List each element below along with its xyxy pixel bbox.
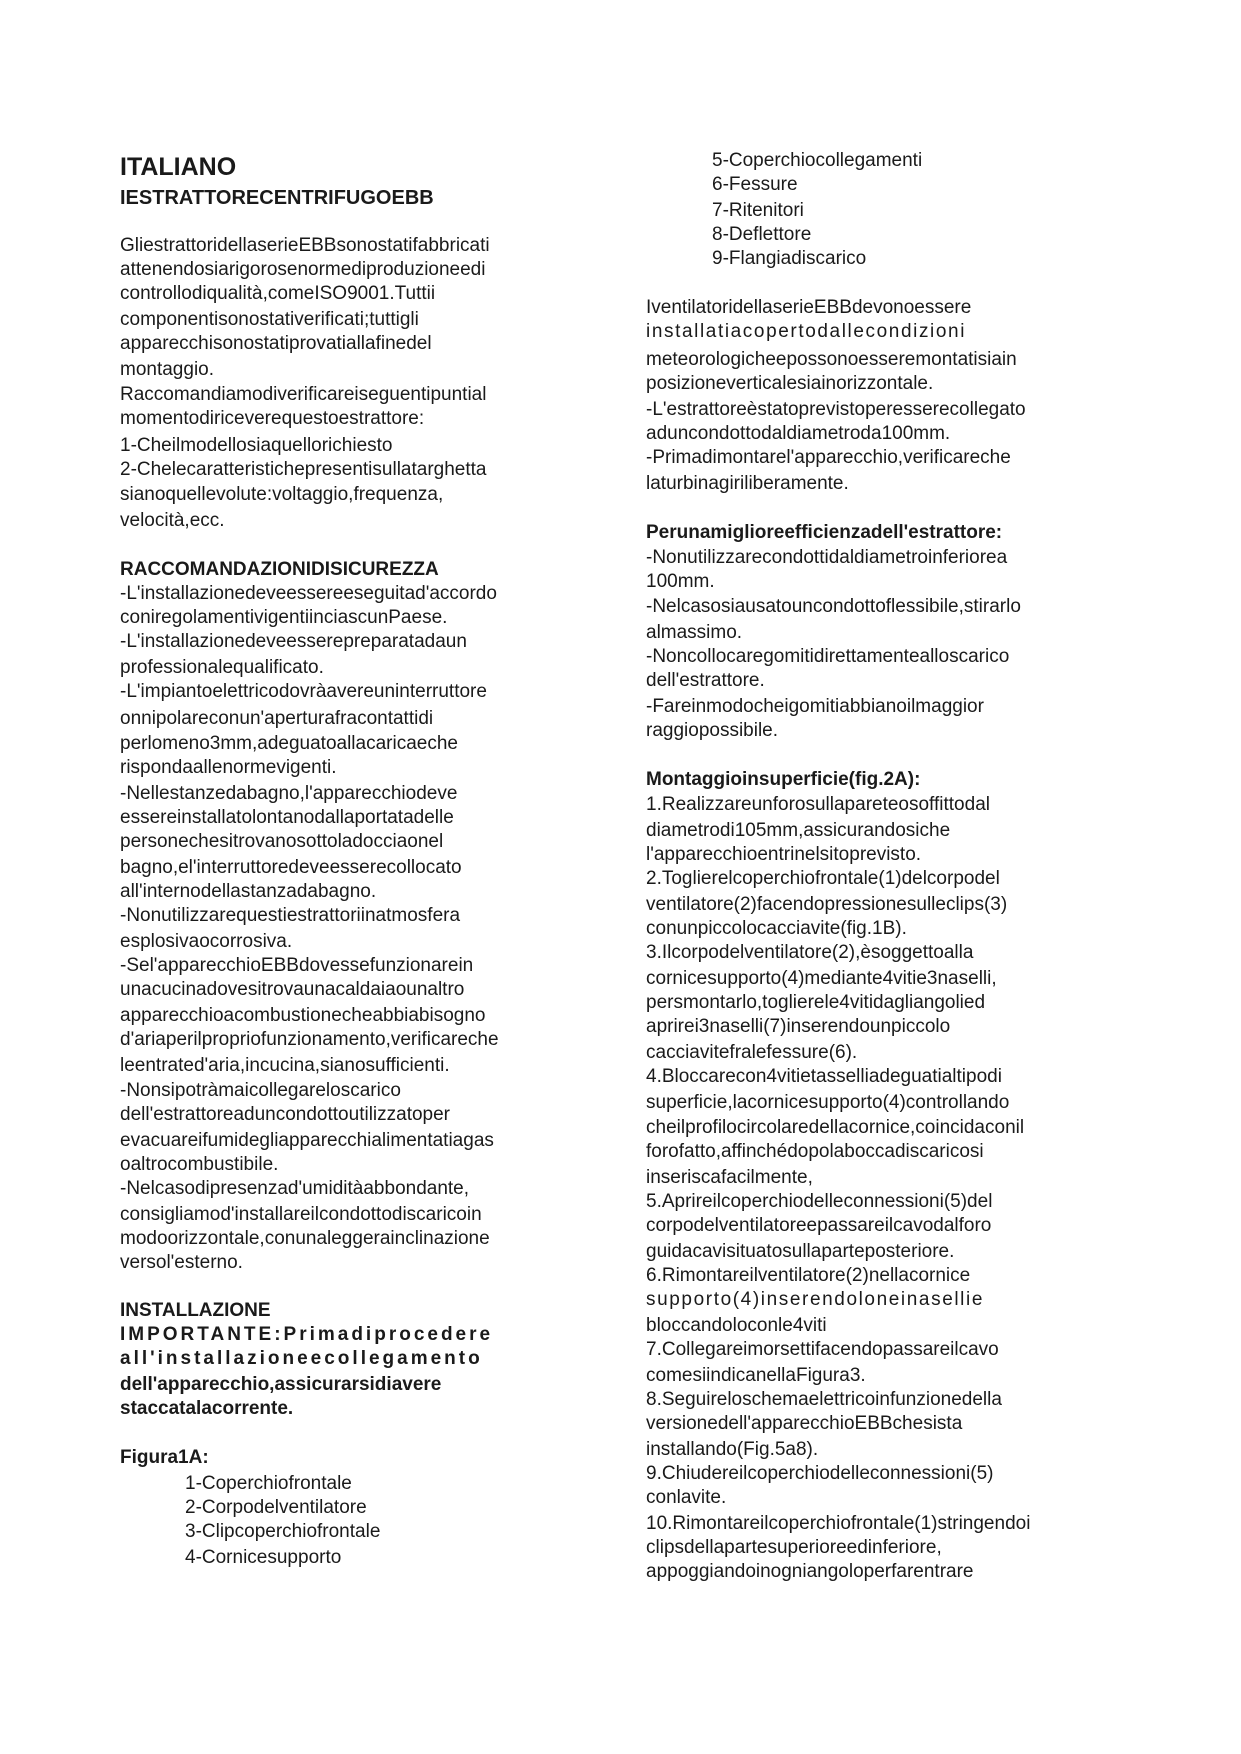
safety-line: esplosivaocorrosiva. — [120, 931, 293, 952]
intro-line: velocità,ecc. — [120, 510, 225, 531]
intro-line: GliestrattoridellaserieEBBsonostatifabbricati — [120, 235, 490, 256]
general-line: -L'estrattoreèstatoprevistoperesserecollegato — [646, 399, 1026, 420]
general-line: installatiacopertodallecondizioni — [646, 321, 967, 342]
safety-line: onnipolareconun'aperturafracontattidi — [120, 708, 434, 729]
mounting-line: cacciavitefralefessure(6). — [646, 1042, 858, 1063]
mounting-line: installando(Fig.5a8). — [646, 1439, 819, 1460]
intro-line: sianoquellevolute:voltaggio,frequenza, — [120, 484, 444, 505]
mounting-line: 1.Realizzareunforosullapareteosoffittodal — [646, 794, 990, 815]
safety-line: evacuareifumidegliapparecchialimentatiagas — [120, 1130, 494, 1151]
safety-line: dell'estrattoreaduncondottoutilizzatoper — [120, 1104, 451, 1125]
intro-line: componentisonostativerificati;tuttigli — [120, 309, 419, 330]
safety-line: d'ariaperilpropriofunzionamento,verificareche — [120, 1029, 499, 1050]
important-line: staccatalacorrente. — [120, 1398, 294, 1419]
mounting-line: inseriscafacilmente, — [646, 1167, 813, 1188]
product-title: IESTRATTORECENTRIFUGOEBB — [120, 187, 434, 209]
intro-line: controllodiqualità,comeISO9001.Tuttii — [120, 283, 436, 304]
mounting-line: cheilprofilocircolaredellacornice,coincidaconil — [646, 1117, 1025, 1138]
mounting-line: 8.Seguireloschemaelettricoinfunzionedella — [646, 1389, 1002, 1410]
general-line: posizioneverticalesiainorizzontale. — [646, 373, 934, 394]
figure-item: 7-Ritenitori — [712, 200, 804, 221]
mounting-line: cornicesupporto(4)mediante4vitie3naselli, — [646, 968, 997, 989]
mounting-line: persmontarlo,toglierele4vitidagliangolied — [646, 992, 986, 1013]
safety-line: -Nelcasodipresenzad'umiditàabbondante, — [120, 1178, 470, 1199]
safety-line: modoorizzontale,conunaleggerainclinazione — [120, 1228, 490, 1249]
intro-line: montaggio. — [120, 359, 215, 380]
figure-item: 8-Deflettore — [712, 224, 812, 245]
intro-line: 2-Chelecaratteristichepresentisullatarghetta — [120, 459, 487, 480]
figure-item: 2-Corpodelventilatore — [185, 1497, 367, 1518]
safety-line: professionalequalificato. — [120, 657, 324, 678]
figure-item: 5-Coperchiocollegamenti — [712, 150, 923, 171]
general-line: laturbinagiriliberamente. — [646, 473, 849, 494]
figure-heading: Figura1A: — [120, 1447, 209, 1468]
mounting-line: corpodelventilatoreepassareilcavodalforo — [646, 1215, 992, 1236]
safety-heading: RACCOMANDAZIONIDISICUREZZA — [120, 559, 439, 580]
important-line: IMPORTANTE:Primadiprocedere — [120, 1324, 494, 1345]
safety-line: -L'installazionedeveessereeseguitad'accordo — [120, 583, 497, 604]
safety-line: -L'impiantoelettricodovràavereuninterruttore — [120, 681, 487, 702]
mounting-line: supporto(4)inserendoloneinasellie — [646, 1289, 984, 1310]
mounting-line: 5.Aprireilcoperchiodelleconnessioni(5)del — [646, 1191, 993, 1212]
intro-line: apparecchisonostatiprovatiallafinedel — [120, 333, 432, 354]
mounting-line: conunpiccolocacciavite(fig.1B). — [646, 918, 907, 939]
safety-line: perlomeno3mm,adeguatoallacaricaeche — [120, 733, 458, 754]
general-line: IventilatoridellaserieEBBdevonoessere — [646, 297, 972, 318]
safety-line: all'internodellastanzadabagno. — [120, 881, 377, 902]
mounting-line: 6.Rimontareilventilatore(2)nellacornice — [646, 1265, 971, 1286]
mounting-line: versionedell'apparecchioEBBchesista — [646, 1413, 963, 1434]
figure-item: 9-Flangiadiscarico — [712, 248, 867, 269]
safety-line: -Nonutilizzarequestiestrattoriinatmosfera — [120, 905, 461, 926]
intro-line: Raccomandiamodiverificareiseguentipuntial — [120, 384, 487, 405]
safety-line: -L'installazionedeveesserepreparatadaun — [120, 631, 467, 652]
mounting-line: clipsdellapartesuperioreedinferiore, — [646, 1537, 942, 1558]
efficiency-line: -Noncollocaregomitidirettamentealloscarico — [646, 646, 1010, 667]
safety-line: coniregolamentivigentiinciascunPaese. — [120, 607, 448, 628]
safety-line: bagno,el'interruttoredeveesserecollocato — [120, 857, 462, 878]
mounting-line: aprirei3naselli(7)inserendounpiccolo — [646, 1016, 951, 1037]
efficiency-line: -Nonutilizzarecondottidaldiametroinferiorea — [646, 547, 1008, 568]
important-line: all'installazioneecollegamento — [120, 1348, 483, 1369]
efficiency-line: raggiopossibile. — [646, 720, 779, 741]
safety-line: apparecchioacombustionecheabbiabisogno — [120, 1005, 486, 1026]
mounting-line: 3.Ilcorpodelventilatore(2),èsoggettoalla — [646, 942, 974, 963]
safety-line: versol'esterno. — [120, 1252, 243, 1273]
efficiency-line: -Nelcasosiausatouncondottoflessibile,stirarlo — [646, 596, 1021, 617]
mounting-heading: Montaggioinsuperficie(fig.2A): — [646, 769, 921, 790]
mounting-line: 4.Bloccarecon4vitietasselliadeguatialtipodi — [646, 1066, 1002, 1087]
safety-line: unacucinadovesitrovaunacaldaiaounaltro — [120, 979, 465, 1000]
safety-line: rispondaallenormevigenti. — [120, 757, 337, 778]
efficiency-line: -Fareinmodocheigomitiabbianoilmaggior — [646, 696, 984, 717]
general-line: -Primadimontarel'apparecchio,verificareche — [646, 447, 1011, 468]
safety-line: personechesitrovanosottoladocciaonel — [120, 831, 444, 852]
figure-item: 6-Fessure — [712, 174, 798, 195]
mounting-line: 2.Toglierelcoperchiofrontale(1)delcorpodel — [646, 868, 1000, 889]
efficiency-line: almassimo. — [646, 622, 743, 643]
safety-line: -Nellestanzedabagno,l'apparecchiodeve — [120, 783, 458, 804]
figure-item: 3-Clipcoperchiofrontale — [185, 1521, 381, 1542]
mounting-line: comesiindicanellaFigura3. — [646, 1365, 866, 1386]
intro-line: momentodiriceverequestoestrattore: — [120, 408, 425, 429]
mounting-line: conlavite. — [646, 1487, 727, 1508]
safety-line: leentrated'aria,incucina,sianosufficienti. — [120, 1055, 450, 1076]
figure-item: 1-Coperchiofrontale — [185, 1473, 352, 1494]
mounting-line: diametrodi105mm,assicurandosiche — [646, 820, 951, 841]
efficiency-heading: Perunamiglioreefficienzadell'estrattore: — [646, 522, 1003, 543]
mounting-line: appoggiandoinogniangoloperfarentrare — [646, 1561, 974, 1582]
section-title: ITALIANO — [120, 153, 237, 181]
safety-line: -Nonsipotràmaicollegareloscarico — [120, 1080, 401, 1101]
mounting-line: ventilatore(2)facendopressionesulleclips(3) — [646, 894, 1008, 915]
mounting-line: guidacavisituatosullaparteposteriore. — [646, 1241, 955, 1262]
efficiency-line: dell'estrattore. — [646, 670, 765, 691]
figure-item: 4-Cornicesupporto — [185, 1547, 342, 1568]
mounting-line: bloccandoloconle4viti — [646, 1315, 827, 1336]
intro-line: 1-Cheilmodellosiaquellorichiesto — [120, 435, 393, 456]
important-line: dell'apparecchio,assicurarsidiavere — [120, 1374, 442, 1395]
mounting-line: 10.Rimontareilcoperchiofrontale(1)stringendoi — [646, 1513, 1031, 1534]
safety-line: consigliamod'installareilcondottodiscaricoin — [120, 1204, 482, 1225]
mounting-line: superficie,lacornicesupporto(4)controllando — [646, 1092, 1010, 1113]
mounting-line: 7.Collegareimorsettifacendopassareilcavo — [646, 1339, 999, 1360]
mounting-line: l'apparecchioentrinelsitoprevisto. — [646, 844, 922, 865]
efficiency-line: 100mm. — [646, 571, 715, 592]
intro-line: attenendosiarigorosenormediproduzioneedi — [120, 259, 486, 280]
mounting-line: forofatto,affinchédopolaboccadiscaricosi — [646, 1141, 984, 1162]
installation-heading: INSTALLAZIONE — [120, 1300, 271, 1321]
mounting-line: 9.Chiudereilcoperchiodelleconnessioni(5) — [646, 1463, 994, 1484]
general-line: meteorologicheepossonoesseremontatisiain — [646, 349, 1017, 370]
safety-line: oaltrocombustibile. — [120, 1154, 279, 1175]
safety-line: essereinstallatolontanodallaportatadelle — [120, 807, 454, 828]
general-line: aduncondottodaldiametroda100mm. — [646, 423, 951, 444]
safety-line: -Sel'apparecchioEBBdovessefunzionarein — [120, 955, 474, 976]
